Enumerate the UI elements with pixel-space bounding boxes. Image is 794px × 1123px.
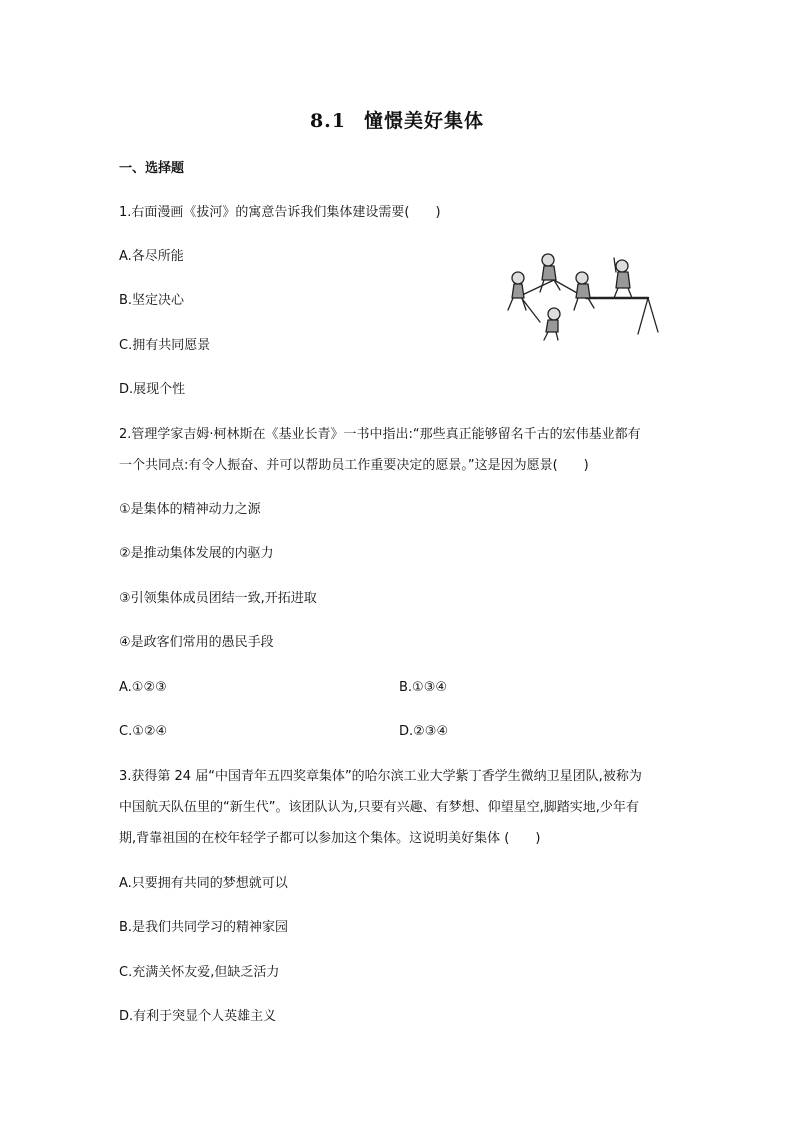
q1-option-c: C.拥有共同愿景: [119, 338, 211, 353]
q1-option-d: D.展现个性: [119, 382, 186, 397]
q1-option-a: A.各尽所能: [119, 249, 184, 264]
tug-of-war-cartoon: [498, 248, 662, 344]
q1-stem: 1.右面漫画《拔河》的寓意告诉我们集体建设需要( ): [119, 205, 441, 220]
q2-statement-4: ④是政客们常用的愚民手段: [119, 635, 274, 650]
q3-option-c: C.充满关怀友爱,但缺乏活力: [119, 965, 280, 980]
q3-option-d: D.有利于突显个人英雄主义: [119, 1009, 277, 1024]
q3-stem-line1: 3.获得第 24 届“中国青年五四奖章集体”的哈尔滨工业大学紫丁香学生微纳卫星团队,被称为: [119, 769, 642, 784]
q1-option-b: B.坚定决心: [119, 293, 185, 308]
q3-stem-line2: 中国航天队伍里的“新生代”。该团队认为,只要有兴趣、有梦想、仰望星空,脚踏实地,少年有: [119, 800, 639, 815]
q3-option-a: A.只要拥有共同的梦想就可以: [119, 876, 288, 891]
q2-stem-line2: 一个共同点:有令人振奋、并可以帮助员工作重要决定的愿景。”这是因为愿景( ): [119, 458, 589, 473]
q2-stem-line1: 2.管理学家吉姆·柯林斯在《基业长青》一书中指出:“那些真正能够留名千古的宏伟基业都有: [119, 427, 641, 442]
q3-stem-line3: 期,背靠祖国的在校年轻学子都可以参加这个集体。这说明美好集体 ( ): [119, 831, 541, 846]
q3-option-b: B.是我们共同学习的精神家园: [119, 920, 289, 935]
title-text: 憧憬美好集体: [364, 110, 485, 132]
q2-statement-1: ①是集体的精神动力之源: [119, 502, 261, 517]
q2-option-b: B.①③④: [399, 680, 448, 695]
q2-option-a: A.①②③: [119, 680, 167, 695]
section-heading: 一、选择题: [119, 161, 185, 176]
title-number: 8.1: [309, 110, 347, 132]
q2-statement-2: ②是推动集体发展的内驱力: [119, 546, 274, 561]
q2-option-d: D.②③④: [399, 724, 449, 739]
q2-option-c: C.①②④: [119, 724, 168, 739]
page-title: [0, 106, 794, 133]
q2-statement-3: ③引领集体成员团结一致,开拓进取: [119, 591, 317, 606]
